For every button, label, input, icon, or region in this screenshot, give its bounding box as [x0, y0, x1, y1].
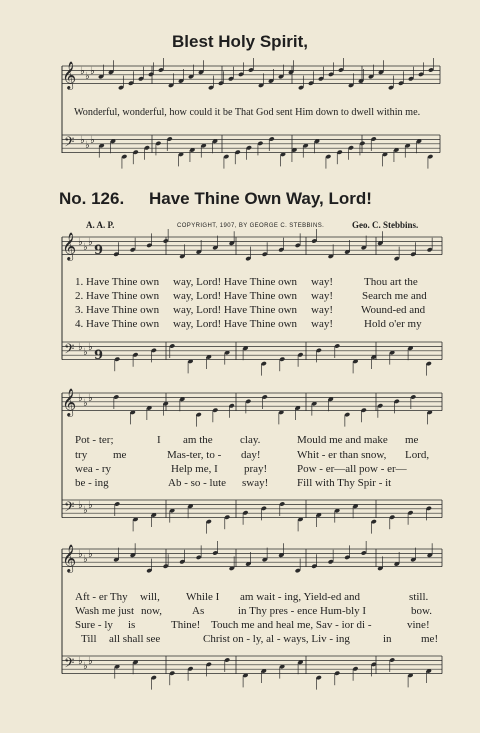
lyric-s2-v1-d: clay.	[240, 434, 261, 446]
lyric-s2-v2-a: try	[75, 449, 88, 461]
hymn-composer: Geo. C. Stebbins.	[352, 220, 419, 230]
lyric-s3-v3-d: Touch me and heal me, Sav - ior di -	[211, 619, 372, 631]
treble-clef-icon: 𝄞	[62, 544, 77, 572]
flat-icon: ♭	[88, 500, 93, 511]
lyric-s1-v3-c: way!	[311, 304, 333, 316]
flat-icon: ♭	[78, 549, 83, 560]
lyric-s2-v3-d: Pow - er—all pow - er—	[297, 463, 407, 475]
flat-icon: ♭	[88, 342, 93, 353]
lyric-s1-v4-b: way, Lord! Have Thine own	[173, 318, 298, 330]
lyric-s2-v1-e: Mould me and make	[297, 434, 388, 446]
lyric-s2-v2-f: Lord,	[405, 449, 430, 461]
lyric-s2-v1-c: am the	[183, 434, 213, 446]
lyric-s3-v2-e: bow.	[411, 605, 432, 617]
lyric-s2-v4-b: Ab - so - lute	[168, 477, 227, 489]
bass-clef-icon: 𝄢	[64, 341, 75, 360]
lyric-s2-v2-e: Whit - er than snow,	[297, 449, 387, 461]
lyric-s3-v4-c: Christ on - ly, al - ways, Liv - ing	[203, 633, 350, 645]
lyric-s1-v2-d: Search me and	[362, 290, 427, 302]
lyric-s3-v1-b: will,	[140, 591, 160, 603]
lyric-s3-v1-c: While I	[186, 591, 220, 603]
lyric-s1-v1-c: way!	[311, 276, 333, 288]
time-signature: 9	[94, 243, 104, 258]
flat-icon: ♭	[78, 500, 83, 511]
lyric-s2-v1-b: I	[157, 434, 161, 446]
top-hymn-lyric: Wonderful, wonderful, how could it be That God sent Him down to dwell within me.	[74, 107, 421, 118]
lyric-s1-v3-b: way, Lord! Have Thine own	[173, 304, 298, 316]
treble-clef-icon: 𝄞	[62, 388, 77, 416]
top-hymn-title: Blest Holy Spirit,	[171, 32, 309, 51]
hymn-copyright: COPYRIGHT, 1907, BY GEORGE C. STEBBINS.	[177, 223, 325, 229]
lyric-s1-v1-a: 1. Have Thine own	[75, 276, 160, 288]
bass-clef-icon: 𝄢	[64, 499, 75, 518]
lyric-s3-v3-b: is	[128, 619, 136, 631]
flat-icon: ♭	[78, 342, 83, 353]
lyric-s2-v2-b: me	[113, 449, 127, 461]
flat-icon: ♭	[88, 393, 93, 404]
flat-icon: ♭	[78, 237, 83, 248]
lyric-s2-v2-d: day!	[241, 449, 261, 461]
lyric-s3-v2-d: in Thy pres - ence Hum-bly I	[238, 605, 367, 617]
flat-icon: ♭	[83, 505, 88, 516]
flat-icon: ♭	[83, 661, 88, 672]
lyric-s3-v1-a: Aft - er Thy	[75, 591, 128, 603]
lyric-s3-v4-e: me!	[421, 633, 439, 645]
lyric-s3-v4-a: Till	[81, 633, 97, 645]
flat-icon: ♭	[78, 656, 83, 667]
flat-icon: ♭	[88, 549, 93, 560]
lyric-s2-v3-a: wea - ry	[75, 463, 112, 475]
flat-icon: ♭	[83, 242, 88, 253]
lyric-s3-v2-a: Wash me just	[75, 605, 134, 617]
lyric-s2-v4-d: Fill with Thy Spir - it	[297, 477, 392, 489]
lyric-s3-v3-a: Sure - ly	[75, 619, 113, 631]
lyric-s2-v4-c: sway!	[242, 477, 269, 489]
flat-icon: ♭	[90, 135, 95, 146]
lyric-s2-v1-a: Pot - ter;	[75, 434, 114, 446]
flat-icon: ♭	[90, 66, 95, 77]
lyric-s1-v1-d: Thou art the	[364, 276, 418, 288]
lyric-s1-v4-c: way!	[311, 318, 333, 330]
lyric-s3-v1-e: still.	[409, 591, 429, 603]
hymn-title: Have Thine Own Way, Lord!	[149, 189, 372, 208]
hymn-author: A. A. P.	[86, 220, 115, 230]
lyric-s1-v3-a: 3. Have Thine own	[75, 304, 160, 316]
flat-icon: ♭	[85, 140, 90, 151]
lyric-s3-v3-c: Thine!	[171, 619, 201, 631]
lyric-s2-v2-c: Mas-ter, to -	[167, 449, 222, 461]
lyric-s1-v2-b: way, Lord! Have Thine own	[173, 290, 298, 302]
bass-clef-icon: 𝄢	[64, 134, 75, 153]
lyric-s1-v3-d: Wound-ed and	[361, 304, 426, 316]
bass-clef-icon: 𝄢	[64, 655, 75, 674]
flat-icon: ♭	[80, 66, 85, 77]
lyric-s1-v1-b: way, Lord! Have Thine own	[173, 276, 298, 288]
lyric-s1-v2-a: 2. Have Thine own	[75, 290, 160, 302]
time-signature: 9	[94, 348, 104, 363]
lyric-s1-v2-c: way!	[311, 290, 333, 302]
lyric-s2-v4-a: be - ing	[75, 477, 109, 489]
flat-icon: ♭	[83, 554, 88, 565]
lyric-s2-v3-b: Help me, I	[171, 463, 218, 475]
lyric-s2-v3-c: pray!	[244, 463, 268, 475]
flat-icon: ♭	[85, 71, 90, 82]
lyric-s1-v4-a: 4. Have Thine own	[75, 318, 160, 330]
lyric-s3-v4-b: all shall see	[109, 633, 161, 645]
flat-icon: ♭	[88, 237, 93, 248]
lyric-s1-v4-d: Hold o'er my	[364, 318, 422, 330]
flat-icon: ♭	[78, 393, 83, 404]
flat-icon: ♭	[83, 398, 88, 409]
hymn-number: No. 126.	[59, 189, 125, 208]
flat-icon: ♭	[83, 347, 88, 358]
flat-icon: ♭	[80, 135, 85, 146]
lyric-s3-v1-d: am wait - ing, Yield-ed and	[240, 591, 360, 603]
lyric-s2-v1-f: me	[405, 434, 419, 446]
flat-icon: ♭	[88, 656, 93, 667]
lyric-s3-v2-b: now,	[141, 605, 162, 617]
treble-clef-icon: 𝄞	[62, 232, 77, 260]
lyric-s3-v3-e: vine!	[407, 619, 430, 631]
treble-clef-icon: 𝄞	[62, 61, 77, 89]
lyric-s3-v2-c: As	[192, 605, 205, 617]
lyric-s3-v4-d: in	[383, 633, 392, 645]
